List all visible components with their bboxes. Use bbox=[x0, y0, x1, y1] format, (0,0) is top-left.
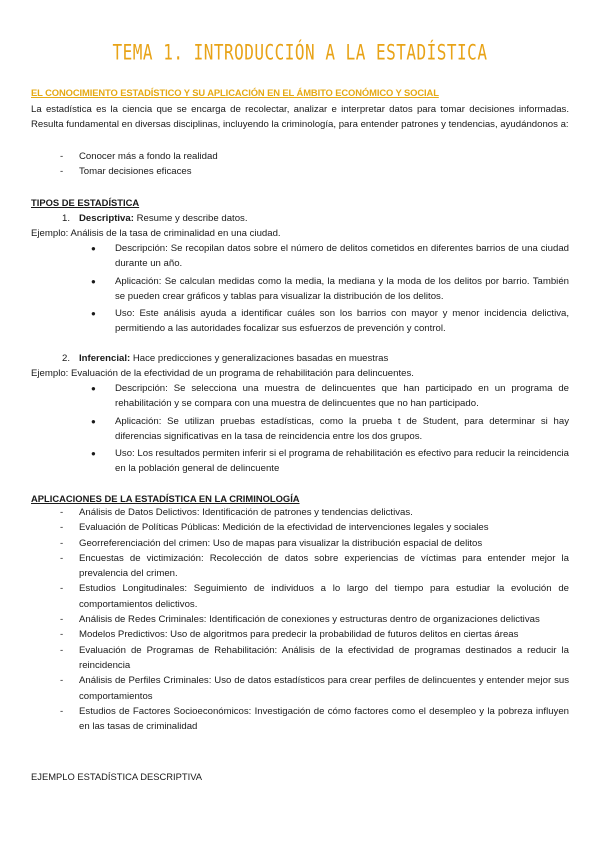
list-item: - Evaluación de Políticas Públicas: Medición de la efectividad de intervenciones legales y sociales bbox=[31, 520, 569, 535]
bullet-marker: ● bbox=[91, 244, 96, 253]
example-inferencial: Ejemplo: Evaluación de la efectividad de un programa de rehabilitación para delincuentes. bbox=[31, 368, 414, 379]
list-item: - Estudios de Factores Socioeconómicos: Investigación de cómo factores como el desempleo y la pobreza influyen en las tasas de criminalidad bbox=[60, 705, 569, 733]
dash-marker: - bbox=[60, 522, 64, 534]
numbered-item-inferencial: 2. Inferencial: Hace predicciones y generalizaciones basadas en muestras bbox=[62, 353, 389, 364]
list-item: - Georreferenciación del crimen: Uso de mapas para visualizar la distribución espacial de delitos bbox=[31, 536, 569, 551]
dash-marker: - bbox=[60, 675, 64, 687]
dash-marker: - bbox=[60, 537, 64, 549]
list-item: ● Descripción: Se recopilan datos sobre el número de delitos cometidos en diferentes barrios de una ciudad durante un año. bbox=[91, 243, 569, 270]
list-item: - Evaluación de Programas de Rehabilitación: Análisis de la efectividad de programas destinados a reducir la reincidencia bbox=[60, 644, 569, 671]
bullet-marker: ● bbox=[91, 416, 96, 426]
section-heading-conocimiento: EL CONOCIMIENTO ESTADÍSTICO Y SU APLICACIÓN EN EL ÁMBITO ECONÓMICO Y SOCIAL bbox=[31, 87, 439, 98]
section-heading-tipos: TIPOS DE ESTADÍSTICA bbox=[31, 197, 140, 208]
dash-marker: - bbox=[60, 614, 64, 626]
aplicaciones-list bbox=[31, 505, 569, 734]
list-item: - Análisis de Redes Criminales: Identificación de conexiones y estructuras dentro de organizaciones delictivas bbox=[31, 612, 569, 627]
bullet-marker: ● bbox=[91, 384, 96, 393]
dash-marker: - bbox=[60, 151, 64, 162]
list-item: - Análisis de Datos Delictivos: Identificación de patrones y tendencias delictivas. bbox=[31, 505, 569, 520]
dash-marker: - bbox=[60, 629, 64, 641]
bullets-descriptiva bbox=[31, 241, 569, 339]
dash-marker: - bbox=[60, 507, 64, 518]
list-item: - Análisis de Perfiles Criminales: Uso de datos estadísticos para crear perfiles de delincuentes y entender mejor sus comportamientos bbox=[60, 675, 569, 702]
bullet-marker: ● bbox=[91, 276, 96, 286]
dash-marker: - bbox=[60, 552, 64, 564]
intro-list bbox=[31, 149, 569, 180]
list-item: ● Aplicación: Se utilizan pruebas estadísticas, como la prueba t de Student, para determinar si hay diferencias significativas en la tasa de reincidencia entre los dos grupos. bbox=[91, 415, 569, 442]
example-descriptiva: Ejemplo: Análisis de la tasa de criminalidad en una ciudad. bbox=[31, 228, 281, 239]
numbered-item-descriptiva: 1. Descriptiva: Resume y describe datos. bbox=[62, 213, 248, 224]
bullet-marker: ● bbox=[91, 309, 96, 319]
list-item: ● Uso: Este análisis ayuda a identificar cuáles son los barrios con mayor y menor incidencia delictiva, permitiendo a las autoridades focalizar sus esfuerzos de prevención y control. bbox=[91, 308, 569, 335]
list-item: ● Aplicación: Se calculan medidas como la media, la mediana y la moda de los delitos por barrio. También se pueden crear gráficos y tablas para visualizar la distribución de los delitos. bbox=[91, 275, 569, 302]
bullet-marker: ● bbox=[91, 449, 96, 459]
bullets-inferencial bbox=[31, 381, 569, 479]
intro-paragraph: La estadística es la ciencia que se encarga de recolectar, analizar e interpretar datos para tomar decisiones informadas. Resulta fundamental en diversas disciplinas, incluyendo la criminología, para entender patrones y tendencias, ayudándonos a: bbox=[31, 104, 569, 131]
list-item: ● Descripción: Se selecciona una muestra de delincuentes que han participado en un programa de rehabilitación y se compara con una muestra de delincuentes que no han participado. bbox=[91, 383, 569, 410]
dash-marker: - bbox=[60, 166, 64, 178]
page-title: TEMA 1. INTRODUCCIÓN A LA ESTADÍSTICA bbox=[112, 39, 488, 65]
list-item: - Tomar decisiones eficaces bbox=[31, 164, 569, 179]
list-item: - Encuestas de victimización: Recolección de datos sobre experiencias de víctimas para entender mejor la prevalencia del crimen. bbox=[60, 552, 569, 580]
list-item: - Conocer más a fondo la realidad bbox=[31, 149, 569, 164]
list-item: - Modelos Predictivos: Uso de algoritmos para predecir la probabilidad de futuros delitos en ciertas áreas bbox=[31, 627, 569, 642]
section-heading-aplicaciones: APLICACIONES DE LA ESTADÍSTICA EN LA CRIMINOLOGÍA bbox=[31, 493, 300, 504]
section-heading-ejemplo: EJEMPLO ESTADÍSTICA DESCRIPTIVA bbox=[31, 771, 203, 782]
list-item: - Estudios Longitudinales: Seguimiento de individuos a lo largo del tiempo para estudiar la evolución de comportamientos delictivos. bbox=[60, 583, 569, 610]
dash-marker: - bbox=[60, 583, 64, 595]
dash-marker: - bbox=[60, 705, 64, 717]
list-item: ● Uso: Los resultados permiten inferir si el programa de rehabilitación es efectivo para reducir la reincidencia en la población general de delincuente bbox=[91, 448, 569, 475]
dash-marker: - bbox=[60, 644, 64, 656]
